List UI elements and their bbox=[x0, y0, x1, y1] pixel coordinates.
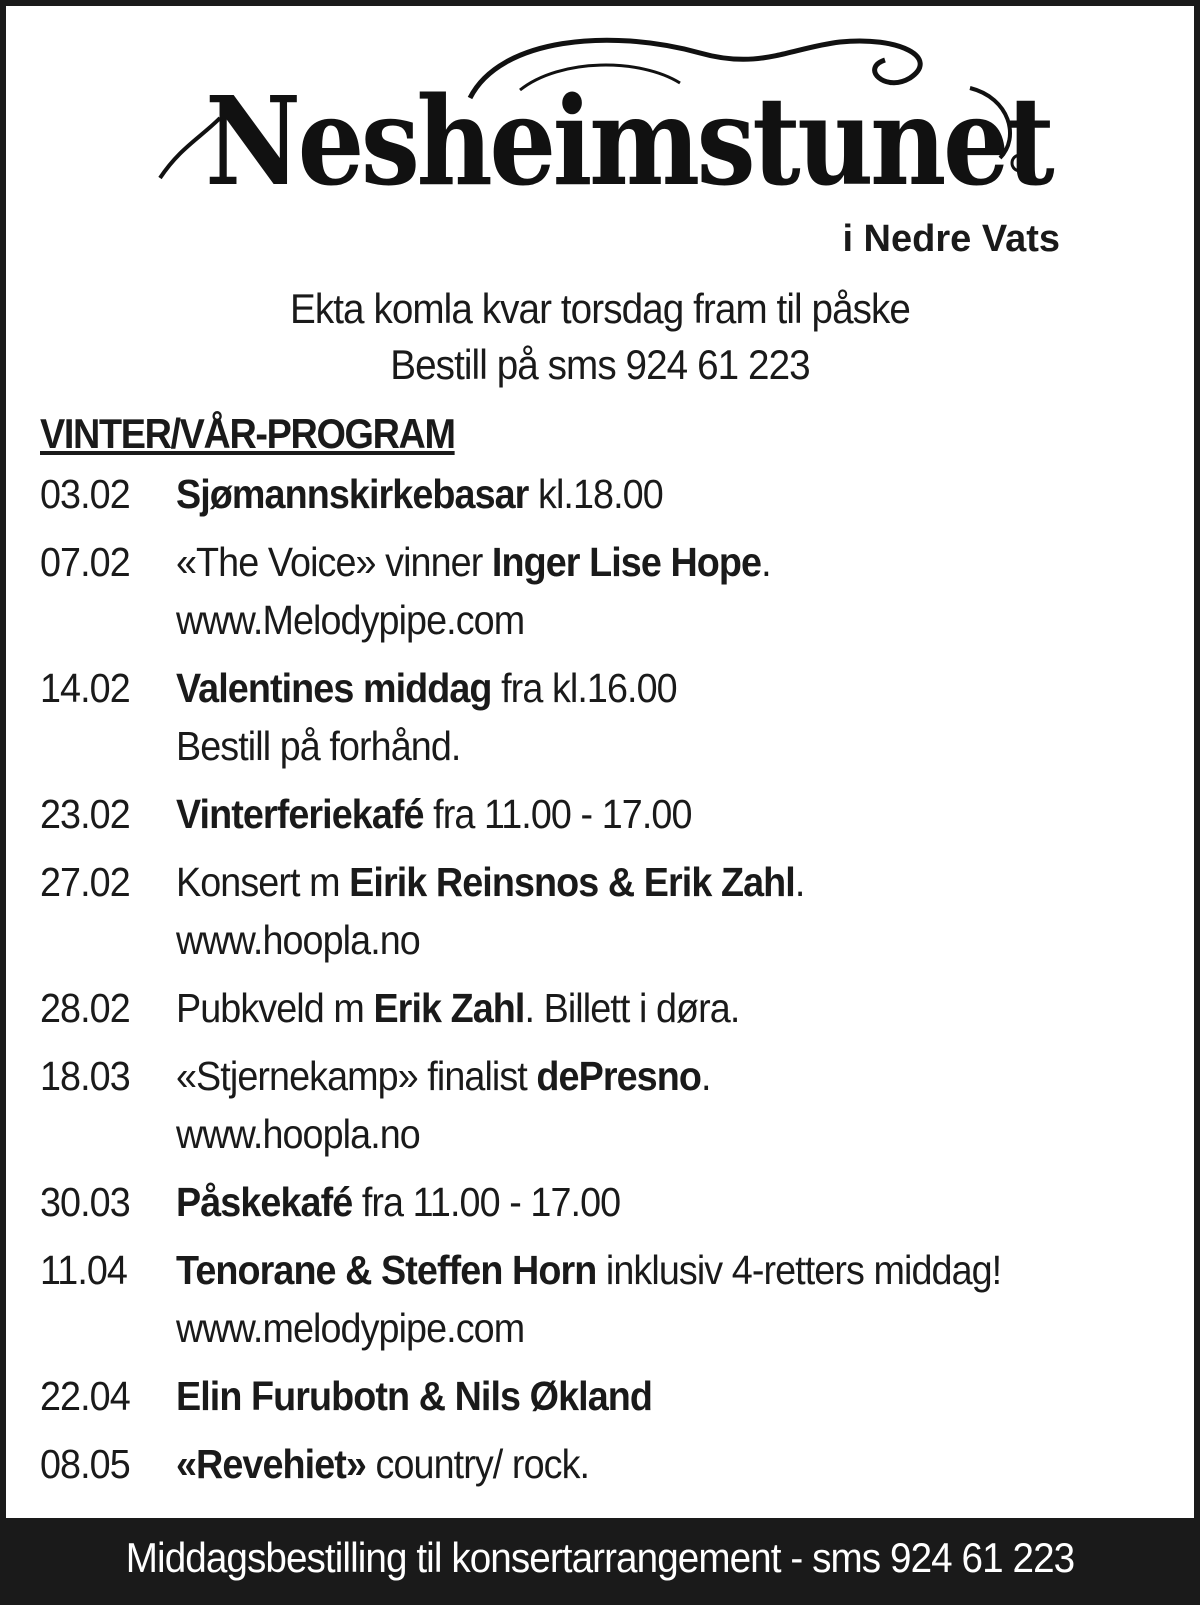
event-text: country/ rock. bbox=[365, 1441, 590, 1487]
event-highlight: dePresno bbox=[536, 1053, 701, 1099]
event-date: 30.03 bbox=[40, 1179, 130, 1225]
event-row bbox=[40, 533, 1170, 649]
event-highlight: Sjømannskirkebasar bbox=[176, 471, 529, 517]
event-text: Bestill på forhånd. bbox=[176, 723, 461, 769]
program-heading: VINTER/VÅR-PROGRAM bbox=[40, 410, 455, 457]
event-date: 11.04 bbox=[40, 1247, 127, 1293]
event-line bbox=[176, 1241, 1090, 1299]
event-date: 03.02 bbox=[40, 471, 130, 517]
event-text: www.hoopla.no bbox=[176, 1111, 420, 1157]
event-description bbox=[176, 785, 1090, 843]
event-text: . bbox=[794, 859, 805, 905]
footer-text: Middagsbestilling til konsertarrangement - sms 924 61 223 bbox=[125, 1534, 1075, 1581]
event-row bbox=[40, 1173, 1170, 1231]
event-row bbox=[40, 1047, 1170, 1163]
event-line bbox=[176, 979, 1090, 1037]
event-date: 23.02 bbox=[40, 791, 130, 837]
event-text: www.Melodypipe.com bbox=[176, 597, 525, 643]
event-date: 07.02 bbox=[40, 539, 130, 585]
event-highlight: Påskekafé bbox=[176, 1179, 353, 1225]
event-description bbox=[176, 1047, 1090, 1163]
event-description bbox=[176, 1173, 1090, 1231]
event-line bbox=[176, 911, 1090, 969]
event-highlight: Erik Zahl bbox=[373, 985, 525, 1031]
event-line bbox=[176, 1299, 1090, 1357]
event-row bbox=[40, 785, 1170, 843]
event-line bbox=[176, 853, 1090, 911]
event-row bbox=[40, 979, 1170, 1037]
event-line bbox=[176, 659, 1090, 717]
event-text: «Stjernekamp» finalist bbox=[176, 1053, 537, 1099]
event-row bbox=[40, 1367, 1170, 1425]
event-text: . bbox=[761, 539, 771, 585]
event-row bbox=[40, 465, 1170, 523]
event-line bbox=[176, 717, 1090, 775]
logo-subtitle: i Nedre Vats bbox=[842, 218, 1060, 260]
event-list bbox=[40, 465, 1170, 1503]
event-row bbox=[40, 659, 1170, 775]
event-date: 08.05 bbox=[40, 1441, 130, 1487]
event-date: 22.04 bbox=[40, 1373, 130, 1419]
event-text: Konsert m bbox=[176, 859, 350, 905]
event-text: fra 11.00 - 17.00 bbox=[352, 1179, 621, 1225]
event-description bbox=[176, 659, 1090, 775]
event-line bbox=[176, 1105, 1090, 1163]
event-row bbox=[40, 853, 1170, 969]
event-line bbox=[176, 1367, 1090, 1425]
event-highlight: Elin Furubotn & Nils Økland bbox=[176, 1373, 653, 1419]
event-line bbox=[176, 591, 1090, 649]
event-description bbox=[176, 1435, 1090, 1493]
event-description bbox=[176, 1241, 1090, 1357]
event-highlight: Eirik Reinsnos & Erik Zahl bbox=[349, 859, 795, 905]
logo bbox=[140, 28, 1070, 218]
intro-line-order: Bestill på sms 924 61 223 bbox=[390, 341, 810, 388]
event-text: Pubkveld m bbox=[176, 985, 374, 1031]
event-text: . Billett i døra. bbox=[524, 985, 740, 1031]
event-date: 14.02 bbox=[40, 665, 130, 711]
event-text: www.melodypipe.com bbox=[176, 1305, 525, 1351]
event-row bbox=[40, 1241, 1170, 1357]
event-text: fra kl.16.00 bbox=[491, 665, 677, 711]
event-text: «The Voice» vinner bbox=[176, 539, 492, 585]
event-text: inklusiv 4-retters middag! bbox=[596, 1247, 1002, 1293]
intro-line-komla: Ekta komla kvar torsdag fram til påske bbox=[289, 285, 911, 332]
event-line bbox=[176, 465, 1090, 523]
event-line bbox=[176, 1047, 1090, 1105]
event-description bbox=[176, 1367, 1090, 1425]
logo-wordmark: Nesheimstunet bbox=[205, 69, 1052, 213]
event-description bbox=[176, 979, 1090, 1037]
event-date: 28.02 bbox=[40, 985, 130, 1031]
event-text: kl.18.00 bbox=[528, 471, 663, 517]
event-description bbox=[176, 533, 1090, 649]
event-description bbox=[176, 465, 1090, 523]
event-line bbox=[176, 1173, 1090, 1231]
event-highlight: Tenorane & Steffen Horn bbox=[176, 1247, 597, 1293]
event-highlight: Valentines middag bbox=[176, 665, 492, 711]
event-date: 18.03 bbox=[40, 1053, 130, 1099]
event-row bbox=[40, 1435, 1170, 1493]
event-line bbox=[176, 533, 1090, 591]
event-text: www.hoopla.no bbox=[176, 917, 420, 963]
event-text: . bbox=[700, 1053, 711, 1099]
event-highlight: Inger Lise Hope bbox=[491, 539, 762, 585]
event-description bbox=[176, 853, 1090, 969]
event-date: 27.02 bbox=[40, 859, 130, 905]
event-highlight: «Revehiet» bbox=[176, 1441, 366, 1487]
event-highlight: Vinterferiekafé bbox=[176, 791, 424, 837]
footer-banner bbox=[0, 1518, 1200, 1605]
event-line bbox=[176, 785, 1090, 843]
event-line bbox=[176, 1435, 1090, 1493]
event-text: fra 11.00 - 17.00 bbox=[423, 791, 692, 837]
